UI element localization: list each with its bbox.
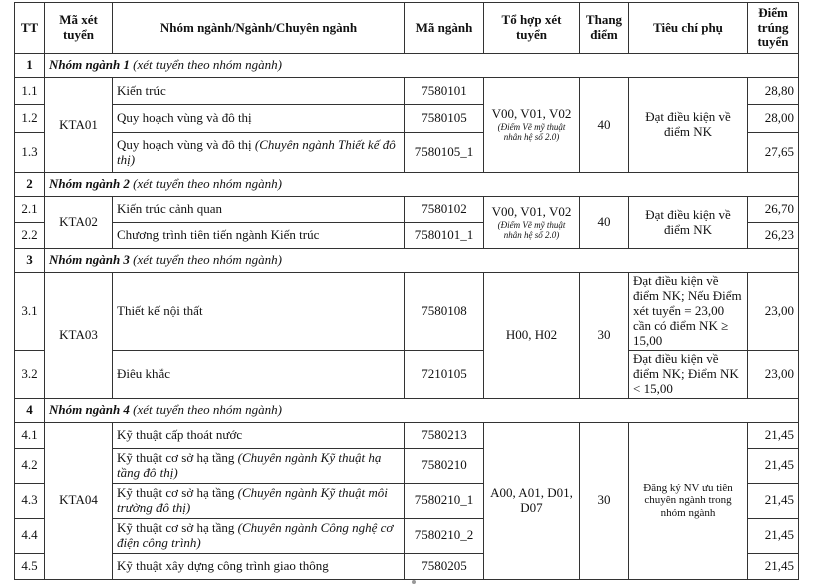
group-title: Nhóm ngành 3 (xét tuyển theo nhóm ngành) (45, 249, 799, 273)
sub-criteria: Đạt điều kiện về điểm NK; Điểm NK < 15,00 (629, 350, 748, 398)
header-row (15, 3, 799, 54)
table-row (15, 197, 799, 223)
page-marker (412, 580, 416, 584)
table-row (15, 422, 799, 448)
row-score: 21,45 (748, 422, 799, 448)
row-major-code: 7580101_1 (405, 223, 484, 249)
row-tt: 3.1 (15, 273, 45, 351)
group-title: Nhóm ngành 1 (xét tuyển theo nhóm ngành) (45, 54, 799, 78)
row-score: 21,45 (748, 518, 799, 553)
header-to-hop: Tổ hợp xét tuyển (484, 3, 580, 54)
admission-code: KTA01 (45, 78, 113, 173)
table-row (15, 273, 799, 351)
row-name: Quy hoạch vùng và đô thị (Chuyên ngành Thiết kế đô thị) (113, 133, 405, 173)
subject-combo: H00, H02 (484, 273, 580, 399)
group-tt: 1 (15, 54, 45, 78)
table-row (15, 350, 799, 398)
row-score: 27,65 (748, 133, 799, 173)
row-major-code: 7580105 (405, 105, 484, 133)
subject-combo: A00, A01, D01, D07 (484, 422, 580, 579)
row-name: Quy hoạch vùng và đô thị (113, 105, 405, 133)
row-name: Kiến trúc cảnh quan (113, 197, 405, 223)
row-name: Kiến trúc (113, 78, 405, 105)
row-major-code: 7580105_1 (405, 133, 484, 173)
score-scale: 40 (580, 197, 629, 249)
row-major-code: 7580205 (405, 553, 484, 579)
row-score: 21,45 (748, 448, 799, 483)
sub-criteria: Đạt điều kiện về điểm NK (629, 197, 748, 249)
row-tt: 1.3 (15, 133, 45, 173)
row-major-code: 7580213 (405, 422, 484, 448)
header-ma-nganh: Mã ngành (405, 3, 484, 54)
row-tt: 2.1 (15, 197, 45, 223)
row-score: 28,00 (748, 105, 799, 133)
sub-criteria: Đạt điều kiện về điểm NK; Nếu Điểm xét tuyển = 23,00 cần có điểm NK ≥ 15,00 (629, 273, 748, 351)
row-major-code: 7580210 (405, 448, 484, 483)
row-major-code: 7210105 (405, 350, 484, 398)
table-row (15, 78, 799, 105)
row-major-code: 7580101 (405, 78, 484, 105)
row-major-code: 7580210_1 (405, 483, 484, 518)
row-name: Kỹ thuật cơ sở hạ tầng (Chuyên ngành Kỹ thuật hạ tầng đô thị) (113, 448, 405, 483)
row-name: Chương trình tiên tiến ngành Kiến trúc (113, 223, 405, 249)
row-major-code: 7580108 (405, 273, 484, 351)
row-score: 21,45 (748, 553, 799, 579)
row-name: Kỹ thuật cấp thoát nước (113, 422, 405, 448)
row-tt: 4.3 (15, 483, 45, 518)
score-scale: 30 (580, 273, 629, 399)
row-score: 28,80 (748, 78, 799, 105)
score-scale: 40 (580, 78, 629, 173)
header-tieu-chi-phu: Tiêu chí phụ (629, 3, 748, 54)
admission-score-table (14, 2, 799, 580)
admission-code: KTA02 (45, 197, 113, 249)
group-row (15, 173, 799, 197)
row-tt: 2.2 (15, 223, 45, 249)
row-major-code: 7580210_2 (405, 518, 484, 553)
header-nhom-nganh: Nhóm ngành/Ngành/Chuyên ngành (113, 3, 405, 54)
row-name: Kỹ thuật cơ sở hạ tầng (Chuyên ngành Công nghệ cơ điện công trình) (113, 518, 405, 553)
score-scale: 30 (580, 422, 629, 579)
group-title: Nhóm ngành 4 (xét tuyển theo nhóm ngành) (45, 398, 799, 422)
group-title: Nhóm ngành 2 (xét tuyển theo nhóm ngành) (45, 173, 799, 197)
row-score: 23,00 (748, 273, 799, 351)
row-score: 21,45 (748, 483, 799, 518)
row-name: Kỹ thuật cơ sở hạ tầng (Chuyên ngành Kỹ thuật môi trường đô thị) (113, 483, 405, 518)
admission-code: KTA03 (45, 273, 113, 399)
row-score: 26,70 (748, 197, 799, 223)
group-tt: 2 (15, 173, 45, 197)
row-name: Điêu khắc (113, 350, 405, 398)
row-tt: 4.1 (15, 422, 45, 448)
header-tt: TT (15, 3, 45, 54)
header-ma-xet-tuyen: Mã xét tuyển (45, 3, 113, 54)
row-tt: 3.2 (15, 350, 45, 398)
row-tt: 1.1 (15, 78, 45, 105)
row-major-code: 7580102 (405, 197, 484, 223)
group-tt: 3 (15, 249, 45, 273)
row-tt: 4.5 (15, 553, 45, 579)
row-score: 23,00 (748, 350, 799, 398)
group-tt: 4 (15, 398, 45, 422)
header-thang-diem: Thang điểm (580, 3, 629, 54)
group-row (15, 54, 799, 78)
group-row (15, 398, 799, 422)
sub-criteria: Đạt điều kiện về điểm NK (629, 78, 748, 173)
sub-criteria: Đăng ký NV ưu tiên chuyên ngành trong nhóm ngành (629, 422, 748, 579)
admission-code: KTA04 (45, 422, 113, 579)
row-tt: 4.4 (15, 518, 45, 553)
row-tt: 4.2 (15, 448, 45, 483)
row-name: Kỹ thuật xây dựng công trình giao thông (113, 553, 405, 579)
group-row (15, 249, 799, 273)
header-diem-trung-tuyen: Điểm trúng tuyển (748, 3, 799, 54)
row-name: Thiết kế nội thất (113, 273, 405, 351)
subject-combo: V00, V01, V02 (Điểm Vẽ mỹ thuật nhân hệ số 2.0) (484, 78, 580, 173)
row-score: 26,23 (748, 223, 799, 249)
subject-combo: V00, V01, V02 (Điểm Vẽ mỹ thuật nhân hệ số 2.0) (484, 197, 580, 249)
row-tt: 1.2 (15, 105, 45, 133)
